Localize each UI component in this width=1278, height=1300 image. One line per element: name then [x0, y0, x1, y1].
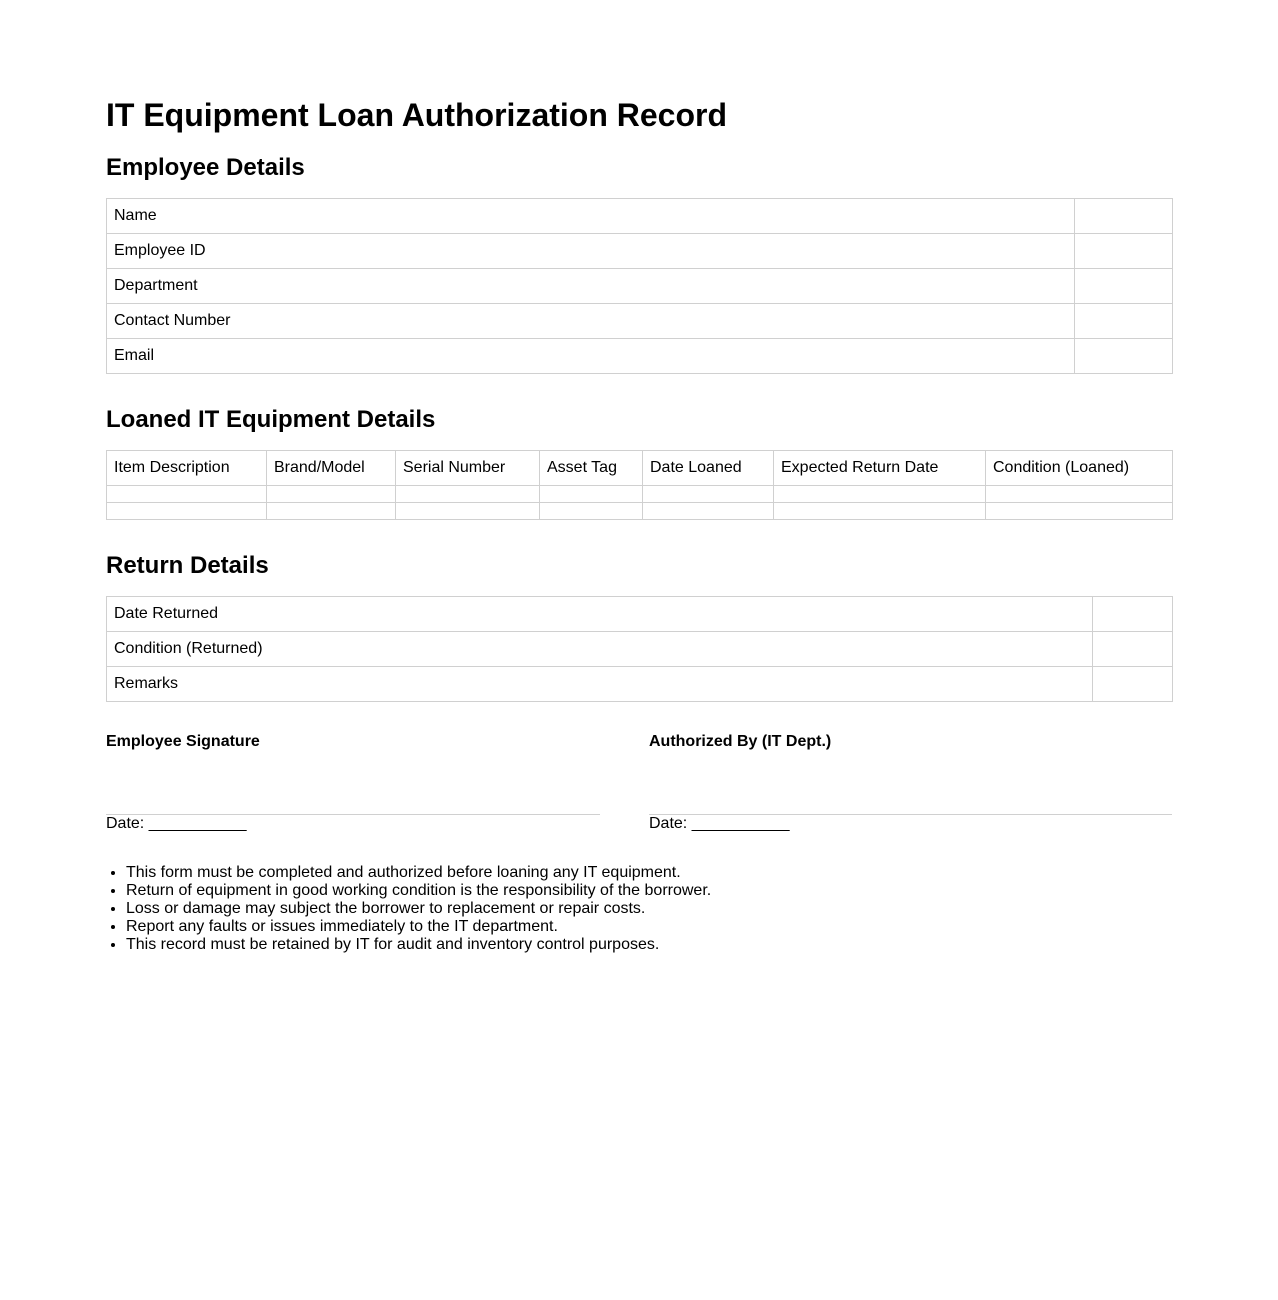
table-row [107, 304, 1173, 339]
table-cell[interactable] [540, 503, 643, 520]
table-row [107, 199, 1173, 234]
table-cell[interactable] [643, 486, 774, 503]
field-label-remarks: Remarks [107, 667, 1093, 702]
field-label-condition-returned: Condition (Returned) [107, 632, 1093, 667]
field-value-department[interactable] [1075, 269, 1173, 304]
employee-details-heading: Employee Details [106, 154, 305, 181]
table-cell[interactable] [267, 503, 396, 520]
table-cell[interactable] [396, 503, 540, 520]
page-title: IT Equipment Loan Authorization Record [106, 97, 728, 133]
employee-signature-label: Employee Signature [106, 733, 260, 750]
authorized-signature-date: Date: ___________ [649, 815, 790, 832]
field-value-name[interactable] [1075, 199, 1173, 234]
field-label-name: Name [107, 199, 1075, 234]
table-row [107, 486, 1173, 503]
table-cell[interactable] [267, 486, 396, 503]
table-row [107, 339, 1173, 374]
field-label-employee-id: Employee ID [107, 234, 1075, 269]
table-cell[interactable] [643, 503, 774, 520]
table-row [107, 503, 1173, 520]
list-item: • This form must be completed and authorized before loaning any IT equipment. [126, 864, 711, 882]
field-label-contact-number: Contact Number [107, 304, 1075, 339]
field-value-date-returned[interactable] [1093, 597, 1173, 632]
table-cell[interactable] [986, 486, 1173, 503]
table-row [107, 597, 1173, 632]
column-header-item-description: Item Description [107, 451, 267, 486]
return-details-heading: Return Details [106, 552, 269, 579]
field-label-email: Email [107, 339, 1075, 374]
column-header-date-loaned: Date Loaned [643, 451, 774, 486]
table-header-row [107, 451, 1173, 486]
field-value-contact-number[interactable] [1075, 304, 1173, 339]
equipment-details-heading: Loaned IT Equipment Details [106, 406, 436, 433]
table-row [107, 269, 1173, 304]
table-cell[interactable] [396, 486, 540, 503]
table-cell[interactable] [540, 486, 643, 503]
list-item: • Return of equipment in good working condition is the responsibility of the borrower. [126, 882, 711, 900]
list-item: • This record must be retained by IT for audit and inventory control purposes. [126, 936, 711, 954]
column-header-serial-number: Serial Number [396, 451, 540, 486]
table-cell[interactable] [107, 486, 267, 503]
table-row [107, 667, 1173, 702]
authorized-by-label: Authorized By (IT Dept.) [649, 733, 832, 750]
notes-list [106, 864, 711, 954]
table-cell[interactable] [107, 503, 267, 520]
list-item: • Report any faults or issues immediately to the IT department. [126, 918, 711, 936]
column-header-brand-model: Brand/Model [267, 451, 396, 486]
field-label-department: Department [107, 269, 1075, 304]
table-row [107, 234, 1173, 269]
field-value-condition-returned[interactable] [1093, 632, 1173, 667]
equipment-table [106, 450, 1173, 520]
column-header-asset-tag: Asset Tag [540, 451, 643, 486]
field-label-date-returned: Date Returned [107, 597, 1093, 632]
return-details-table [106, 596, 1173, 702]
field-value-remarks[interactable] [1093, 667, 1173, 702]
column-header-condition-loaned: Condition (Loaned) [986, 451, 1173, 486]
column-header-expected-return-date: Expected Return Date [774, 451, 986, 486]
table-cell[interactable] [774, 503, 986, 520]
table-cell[interactable] [986, 503, 1173, 520]
employee-signature-date: Date: ___________ [106, 815, 247, 832]
table-row [107, 632, 1173, 667]
field-value-email[interactable] [1075, 339, 1173, 374]
employee-details-table [106, 198, 1173, 374]
field-value-employee-id[interactable] [1075, 234, 1173, 269]
list-item: • Loss or damage may subject the borrower to replacement or repair costs. [126, 900, 711, 918]
table-cell[interactable] [774, 486, 986, 503]
